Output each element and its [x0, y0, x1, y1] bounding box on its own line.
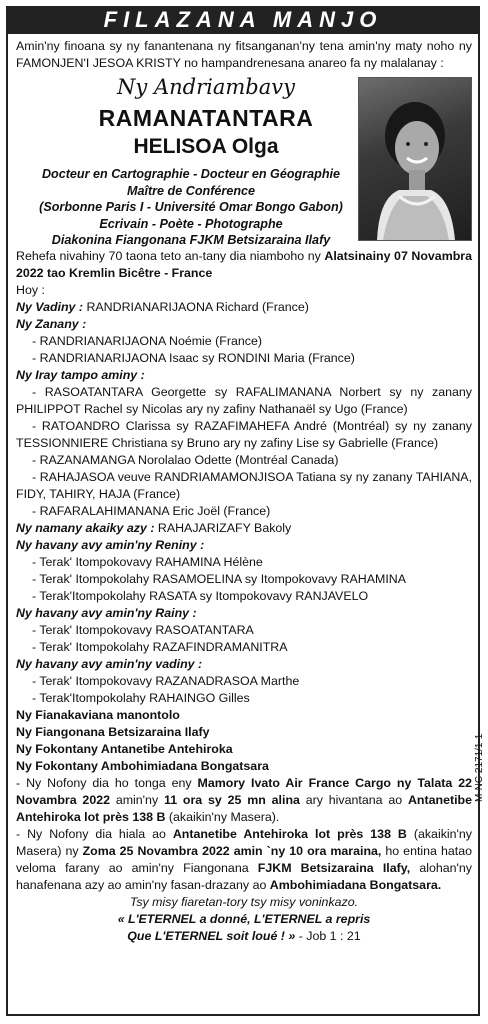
- quote-text: Que L'ETERNEL soit loué ! »: [127, 929, 296, 943]
- deceased-prefix: Ny Andriambavy: [117, 75, 295, 99]
- deceased-titles: [18, 166, 364, 249]
- text-run: ary hivantana ao: [299, 793, 408, 807]
- text-run: ho entina hatao veloma farany ao amin'ny Fiangonana: [16, 844, 472, 875]
- community-line: Ny Fiangonana Betsizaraina Ilafy: [16, 725, 210, 739]
- text-run-bold: Ambohimiadana Bongatsara.: [269, 878, 442, 892]
- death-text: Rehefa nivahiny 70 taona teto an-tany dia niamboho ny: [16, 249, 325, 263]
- family-group: [16, 520, 472, 537]
- scripture-quote-line-1: « L'ETERNEL a donné, L'ETERNEL a repris: [117, 912, 371, 926]
- text-run: (akaikin'ny Masera).: [165, 810, 280, 824]
- community-line: Ny Fokontany Antanetibe Antehiroka: [16, 742, 233, 756]
- deceased-given-name: HELISOA Olga: [133, 135, 279, 158]
- text-run: - Ny Nofony dia ho tonga eny: [16, 776, 198, 790]
- community-line: Ny Fianakaviana manontolo: [16, 708, 180, 722]
- deceased-surname: RAMANATANTARA: [98, 105, 314, 131]
- arrival-paragraph: [16, 775, 472, 826]
- text-run-bold: Antanetibe Antehiroka lot près 138 B: [172, 827, 407, 841]
- text-run-bold: 11 ora sy 25 mn alina: [163, 793, 300, 807]
- group-label: Ny Iray tampo aminy :: [16, 368, 145, 382]
- burial-paragraph: [16, 826, 472, 894]
- list-item: - Terak'Itompokolahy RAHAINGO Gilles: [32, 691, 250, 705]
- scripture-quote-line-2: [16, 928, 472, 945]
- group-label: Ny Vadiny :: [16, 300, 84, 314]
- hoy-label: Hoy :: [16, 283, 45, 297]
- list-item: - Terak' Itompokolahy RASAMOELINA sy Itompokovavy RAHAMINA: [32, 572, 406, 586]
- list-item: - Terak' Itompokolahy RAZAFINDRAMANITRA: [32, 640, 288, 654]
- group-label: Ny havany avy amin'ny Reniny :: [16, 538, 205, 552]
- intro-text: Amin'ny finoana sy ny fanantenana ny fitsanganan'ny tena amin'ny maty noho ny FAMONJEN'I JESOA KRISTY no hampandrenesana anareo fa ny malalanay :: [16, 39, 472, 70]
- family-group: [16, 299, 472, 316]
- list-item: - RATOANDRO Clarissa sy RAZAFIMAHEFA André (Montréal) sy ny zanany TESSIONNIERE Christiana sy Bruno ary ny zafiny Lise sy Gabrielle (France): [16, 419, 472, 450]
- family-group: [16, 605, 472, 656]
- list-item: - RAHAJASOA veuve RANDRIAMAMONJISOA Tatiana sy ny zanany TAHIANA, FIDY, TAHIRY, HAJA (France): [16, 470, 472, 501]
- family-group: [16, 656, 472, 707]
- list-item: - RANDRIANARIJAONA Noémie (France): [32, 334, 262, 348]
- list-item: - Terak'Itompokolahy RASATA sy Itompokovavy RANJAVELO: [32, 589, 369, 603]
- deceased-block: [16, 72, 472, 248]
- list-item: - RASOATANTARA Georgette sy RAFALIMANANA Norbert sy ny zanany PHILIPPOT Rachel sy Nicolas ary ny zafiny Nathanaël sy Ugo (France): [16, 385, 472, 416]
- title-line: (Sorbonne Paris I - Université Omar Bongo Gabon): [39, 200, 343, 215]
- deceased-photo: [358, 77, 472, 241]
- group-label: Ny havany avy amin'ny Rainy :: [16, 606, 197, 620]
- text-run: - Ny Nofony dia hiala ao: [16, 827, 173, 841]
- text-run-bold: Antanetibe Antehiroka lot près 138 B: [16, 793, 472, 824]
- text-run-bold: FJKM Betsizaraina Ilafy,: [257, 861, 411, 875]
- group-inline: RANDRIANARIJAONA Richard (France): [83, 300, 309, 314]
- family-group: [16, 316, 472, 367]
- text-run: amin'ny: [110, 793, 164, 807]
- death-date: Alatsinainy 07 Novambra 2022 tao Kremlin Bicêtre - France: [16, 249, 472, 280]
- list-item: - RAFARALAHIMANANA Eric Joël (France): [32, 504, 271, 518]
- reference-code: [462, 722, 485, 802]
- text-run-bold: Zoma 25 Novambra 2022 amin `ny 10 ora maraina,: [82, 844, 382, 858]
- communities: [16, 707, 472, 775]
- family-group: [16, 537, 472, 605]
- list-item: - RANDRIANARIJAONA Isaac sy RONDINI Maria (France): [32, 351, 355, 365]
- notice-header: FILAZANA MANJO: [6, 6, 480, 34]
- list-item: - Terak' Itompokovavy RAZANADRASOA Marthe: [32, 674, 300, 688]
- quote-reference: - Job 1 : 21: [295, 929, 361, 943]
- text-run: alohan'ny hanafenana azy ao amin'ny fasan-drazany ao: [16, 861, 473, 892]
- list-item: - Terak' Itompokovavy RAHAMINA Hélène: [32, 555, 263, 569]
- text-run-bold: Mamory Ivato Air France Cargo ny Talata 22 Novambra 2022: [16, 776, 472, 807]
- list-item: - RAZANAMANGA Norolalao Odette (Montréal Canada): [32, 453, 339, 467]
- group-label: Ny namany akaiky azy :: [16, 521, 155, 535]
- title-line: Maître de Conférence: [126, 183, 256, 198]
- closing-note: Tsy misy fiaretan-tory tsy misy voninkazo.: [129, 895, 359, 909]
- list-item: - Terak' Itompokovavy RASOATANTARA: [32, 623, 254, 637]
- title-line: Ecrivain - Poète - Photographe: [99, 216, 283, 231]
- notice-body: [16, 38, 472, 945]
- family-group: [16, 367, 472, 520]
- title-line: Docteur en Cartographie - Docteur en Géographie: [41, 167, 341, 181]
- reference-code-text: M-NC 2171/1-1: [474, 733, 485, 802]
- group-label: Ny Zanany :: [16, 317, 87, 331]
- text-run: (akaikin'ny Masera) ny: [16, 827, 472, 858]
- group-label: Ny havany avy amin'ny vadiny :: [16, 657, 203, 671]
- group-inline: RAHAJARIZAFY Bakoly: [154, 521, 292, 535]
- community-line: Ny Fokontany Ambohimiadana Bongatsara: [16, 759, 269, 773]
- title-line: Diakonina Fiangonana FJKM Betsizaraina Ilafy: [51, 233, 331, 248]
- death-announcement: [16, 248, 472, 282]
